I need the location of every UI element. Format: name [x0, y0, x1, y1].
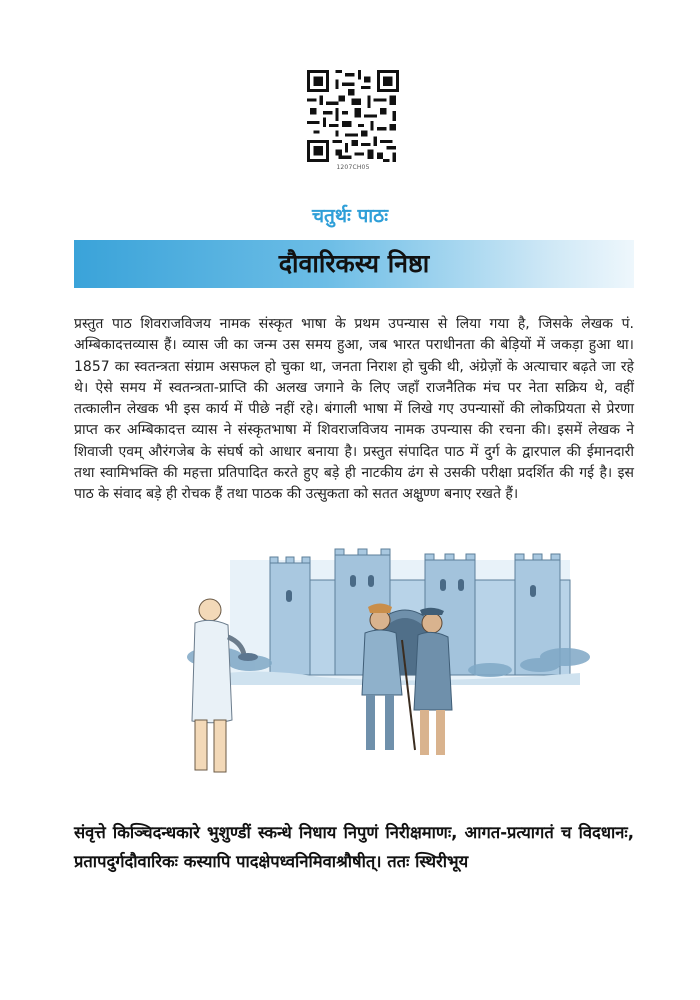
- lesson-number: चतुर्थः पाठः: [311, 205, 389, 227]
- qr-block: [305, 70, 401, 171]
- fort-gate-illustration: [170, 545, 590, 780]
- intro-paragraph: प्रस्तुत पाठ शिवराजविजय नामक संस्कृत भाषा के प्रथम उपन्यास से लिया गया है, जिसके लेखक पं. अम्बिकादत्तव्यास हैं। व्यास जी का जन्म उस समय हुआ, जब भारत पराधीनता की बेड़ियों में जकड़ा हुआ था। 1857 का स्वतन्त्रता संग्राम असफल हो चुका था, जनता निराश हो चुकी थी, अंग्रेज़ों के अत्याचार बढ़ते जा रहे थे। ऐसे समय में स्वतन्त्रता-प्राप्ति की अलख जगाने के लिए जहाँ राजनैतिक मंच पर नेता सक्रिय थे, वहीं तत्कालीन लेखक भी इस कार्य में पीछे नहीं रहे। बंगाली भाषा में लिखे गए उपन्यासों की लोकप्रियता से प्रेरणा प्राप्त कर अम्बिकादत्त व्यास ने संस्कृतभाषा में शिवराजविजय नामक उपन्यास की रचना की। इसमें लेखक ने शिवाजी एवम् औरंगजेब के संघर्ष को आधार बनाया है। प्रस्तुत संपादित पाठ में दुर्ग के द्वारपाल की ईमानदारी तथा स्वामिभक्ति की महत्ता प्रतिपादित करते हुए बड़े ही नाटकीय ढंग से उसकी परीक्षा प्रदर्शित की गई है। इस पाठ के संवाद बड़े ही रोचक हैं तथा पाठक की उत्सुकता को सतत अक्षुण्ण बनाए रखते हैं।: [74, 316, 634, 503]
- qr-code-icon: [307, 70, 399, 162]
- lesson-title: दौवारिकस्य निष्ठा: [278, 249, 430, 278]
- title-banner: [74, 240, 634, 288]
- qr-code-label: 1207CH05: [336, 164, 370, 171]
- main-text: संवृत्ते किञ्चिदन्धकारे भुशुण्डीं स्कन्धे निधाय निपुणं निरीक्षमाणः, आगत-प्रत्यागतं च विदधानः, प्रतापदुर्गदौवारिकः कस्यापि पादक्षेपध्वनिमिवाश्रौषीत्। ततः स्थिरीभूय: [74, 823, 634, 871]
